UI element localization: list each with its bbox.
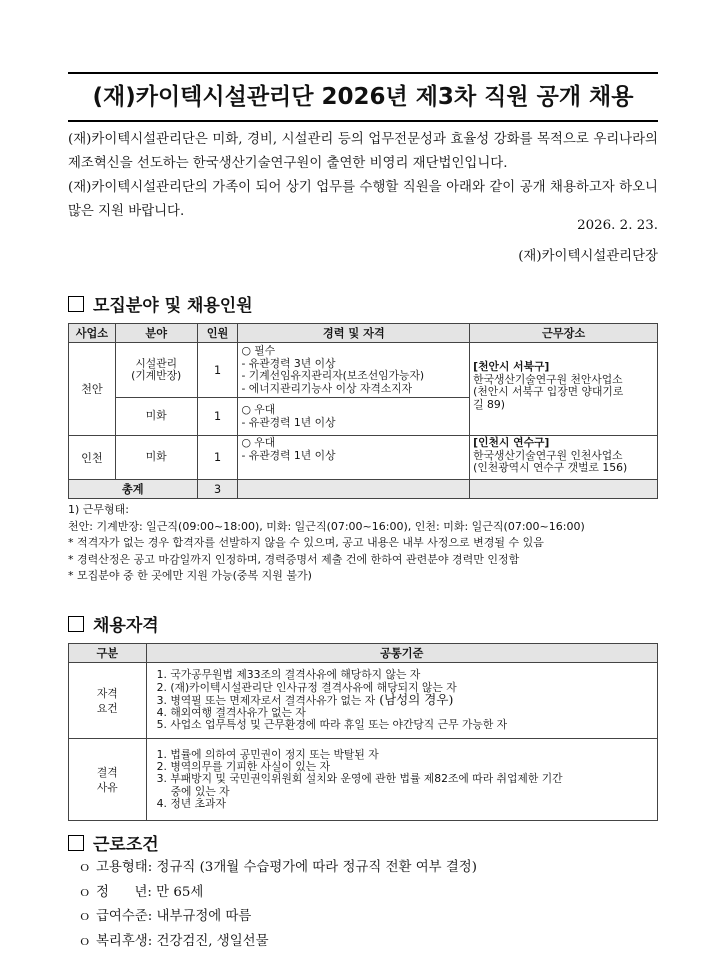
qualification-cell (238, 398, 470, 436)
list-item (78, 905, 477, 930)
note-line: * 적격자가 없는 경우 합격자를 선발하지 않을 수 있으며, 공고 내용은 내부 사정으로 변경될 수 있음 (68, 536, 544, 549)
field-cell (115, 343, 197, 398)
table-row (69, 739, 658, 821)
section-recruit-heading (68, 291, 253, 316)
header-location: 근무장소 (470, 324, 658, 343)
section-conditions-heading (68, 830, 159, 855)
qualification-line: - 유관경력 1년 이상 (241, 448, 336, 462)
section-qualification-heading (68, 611, 159, 636)
location-cell (470, 343, 658, 436)
condition-text: 정 년: 만 65세 (96, 884, 204, 900)
disqualified-label-cell (69, 739, 147, 821)
location-line: (천안시 서북구 입장면 양대기로 (473, 385, 624, 398)
location-cell (470, 436, 658, 480)
conditions-list (78, 856, 477, 954)
total-row (69, 480, 658, 499)
location-line: 한국생산기술연구원 인천사업소 (473, 448, 623, 462)
qualification-cell (238, 436, 470, 480)
office-cell: 천안 (69, 343, 116, 436)
qualification-line: ○ 우대 (241, 436, 276, 449)
section-conditions-title: 근로조건 (93, 835, 159, 855)
eligible-label-line: 요건 (96, 701, 118, 715)
eligible-item: 5. 사업소 업무특성 및 근무환경에 따라 휴일 또는 야간당직 근무 가능한 자 (156, 718, 508, 732)
field-cell: 미화 (115, 398, 197, 436)
disqualified-item: 2. 병역의무를 기피한 사실이 있는 자 (156, 760, 331, 774)
condition-text: 복리후생: 건강검진, 생일선물 (96, 933, 269, 949)
eligible-item: 3. 병역필 또는 면제자로서 결격사유가 없는 자 (156, 693, 376, 707)
announcement-date: 2026. 2. 23. (577, 218, 658, 233)
eligible-label-line: 자격 (96, 686, 118, 700)
total-label: 총계 (69, 480, 198, 499)
header-field: 분야 (115, 324, 197, 343)
list-item (78, 930, 477, 955)
recruit-table (68, 323, 658, 499)
qualification-line: ○ 우대 (241, 403, 276, 416)
table-row (69, 663, 658, 739)
disqualified-item: 1. 법률에 의하여 공민권이 정지 또는 박탈된 자 (156, 747, 379, 761)
disqualified-list-cell (146, 739, 657, 821)
header-category: 구분 (69, 644, 147, 663)
title-bar (68, 72, 658, 122)
eligible-item: 4. 해외여행 결격사유가 없는 자 (156, 706, 306, 720)
intro-paragraph-1: (재)카이텍시설관리단은 미화, 경비, 시설관리 등의 업무전문성과 효율성 강화를 목적으로 우리나라의 제조혁신을 선도하는 한국생산기술연구원이 출연한 비영리 재단법인입니다. (68, 132, 658, 171)
disqualified-item: 4. 정년 초과자 (156, 796, 226, 810)
page-title: (재)카이텍시설관리단 2026년 제3차 직원 공개 채용 (92, 84, 634, 110)
handwritten-note: (남성의 경우) (379, 691, 454, 707)
eligible-label-cell (69, 663, 147, 739)
header-common-criteria: 공통기준 (146, 644, 657, 663)
note-line: 천안: 기계반장: 일근직(09:00~18:00), 미화: 일근직(07:00~16:00), 인천: 미화: 일근직(07:00~16:00) (68, 519, 585, 533)
disqualified-item: 3. 부패방지 및 국민권익위원회 설치와 운영에 관한 법률 제82조에 따라 취업제한 기간 (156, 772, 563, 786)
empty-cell (470, 480, 658, 499)
list-item (78, 856, 477, 881)
count-cell: 1 (197, 436, 238, 480)
location-title: [인천시 연수구] (473, 436, 550, 449)
notes-block (68, 502, 668, 585)
circle-bullet-icon: ｏ (78, 909, 92, 924)
eligible-item: 1. 국가공무원법 제33조의 결격사유에 해당하지 않는 자 (156, 668, 421, 682)
qualification-line: - 유관경력 3년 이상 (241, 356, 336, 370)
location-line: 길 89) (473, 397, 505, 411)
header-qualification: 경력 및 자격 (238, 324, 470, 343)
condition-text: 고용형태: 정규직 (3개월 수습평가에 따라 정규직 전환 여부 결정) (96, 860, 477, 875)
location-line: (인천광역시 연수구 갯벌로 156) (473, 461, 628, 474)
disqualified-label-line: 사유 (96, 780, 118, 794)
section-qualification-title: 채용자격 (93, 616, 159, 636)
location-title: [천안시 서북구] (473, 360, 550, 373)
checkbox-square-icon (68, 835, 84, 851)
checkbox-square-icon (68, 296, 84, 312)
location-line: 한국생산기술연구원 천안사업소 (473, 372, 623, 386)
table-header-row (69, 644, 658, 663)
qualification-line: - 기계선임유지관리자(보조선임가능자) (241, 369, 425, 382)
circle-bullet-icon: ｏ (78, 933, 92, 949)
list-item (78, 881, 477, 906)
total-count: 3 (197, 480, 238, 499)
table-row (69, 343, 658, 398)
field-cell: 미화 (115, 436, 197, 480)
intro-text (68, 128, 658, 224)
eligible-list-cell (146, 663, 657, 739)
field-line: (기계반장) (131, 369, 182, 382)
disqualified-label-line: 결격 (96, 765, 118, 779)
condition-text: 급여수준: 내부규정에 따름 (96, 909, 252, 924)
circle-bullet-icon: ｏ (78, 860, 92, 875)
table-row (69, 436, 658, 480)
note-line: * 모집분야 중 한 곳에만 지원 가능(중복 지원 불가) (68, 569, 312, 582)
disqualified-item: 중에 있는 자 (170, 784, 230, 798)
count-cell: 1 (197, 343, 238, 398)
circle-bullet-icon: ｏ (78, 884, 92, 900)
section-recruit-title: 모집분야 및 채용인원 (93, 296, 253, 316)
count-cell: 1 (197, 398, 238, 436)
empty-cell (238, 480, 470, 499)
qualification-line: - 유관경력 1년 이상 (241, 415, 336, 429)
qualification-line: - 에너지관리기능사 이상 자격소지자 (241, 381, 413, 395)
office-cell: 인천 (69, 436, 116, 480)
header-office: 사업소 (69, 324, 116, 343)
qualification-table (68, 643, 658, 821)
checkbox-square-icon (68, 616, 84, 632)
header-count: 인원 (197, 324, 238, 343)
table-header-row (69, 324, 658, 343)
intro-paragraph-2: (재)카이텍시설관리단의 가족이 되어 상기 업무를 수행할 직원을 아래와 같이 공개 채용하고자 하오니 많은 지원 바랍니다. (68, 180, 658, 219)
organization-signature: (재)카이텍시설관리단장 (518, 249, 658, 264)
eligible-item: 2. (재)카이텍시설관리단 인사규정 결격사유에 해당되지 않는 자 (156, 680, 457, 694)
note-line: * 경력산정은 공고 마감일까지 인정하며, 경력증명서 제출 건에 한하여 관련분야 경력만 인정함 (68, 552, 520, 566)
field-line: 시설관리 (135, 356, 178, 370)
qualification-line: ○ 필수 (241, 344, 276, 357)
qualification-cell (238, 343, 470, 398)
note-line: 1) 근무형태: (68, 503, 129, 516)
